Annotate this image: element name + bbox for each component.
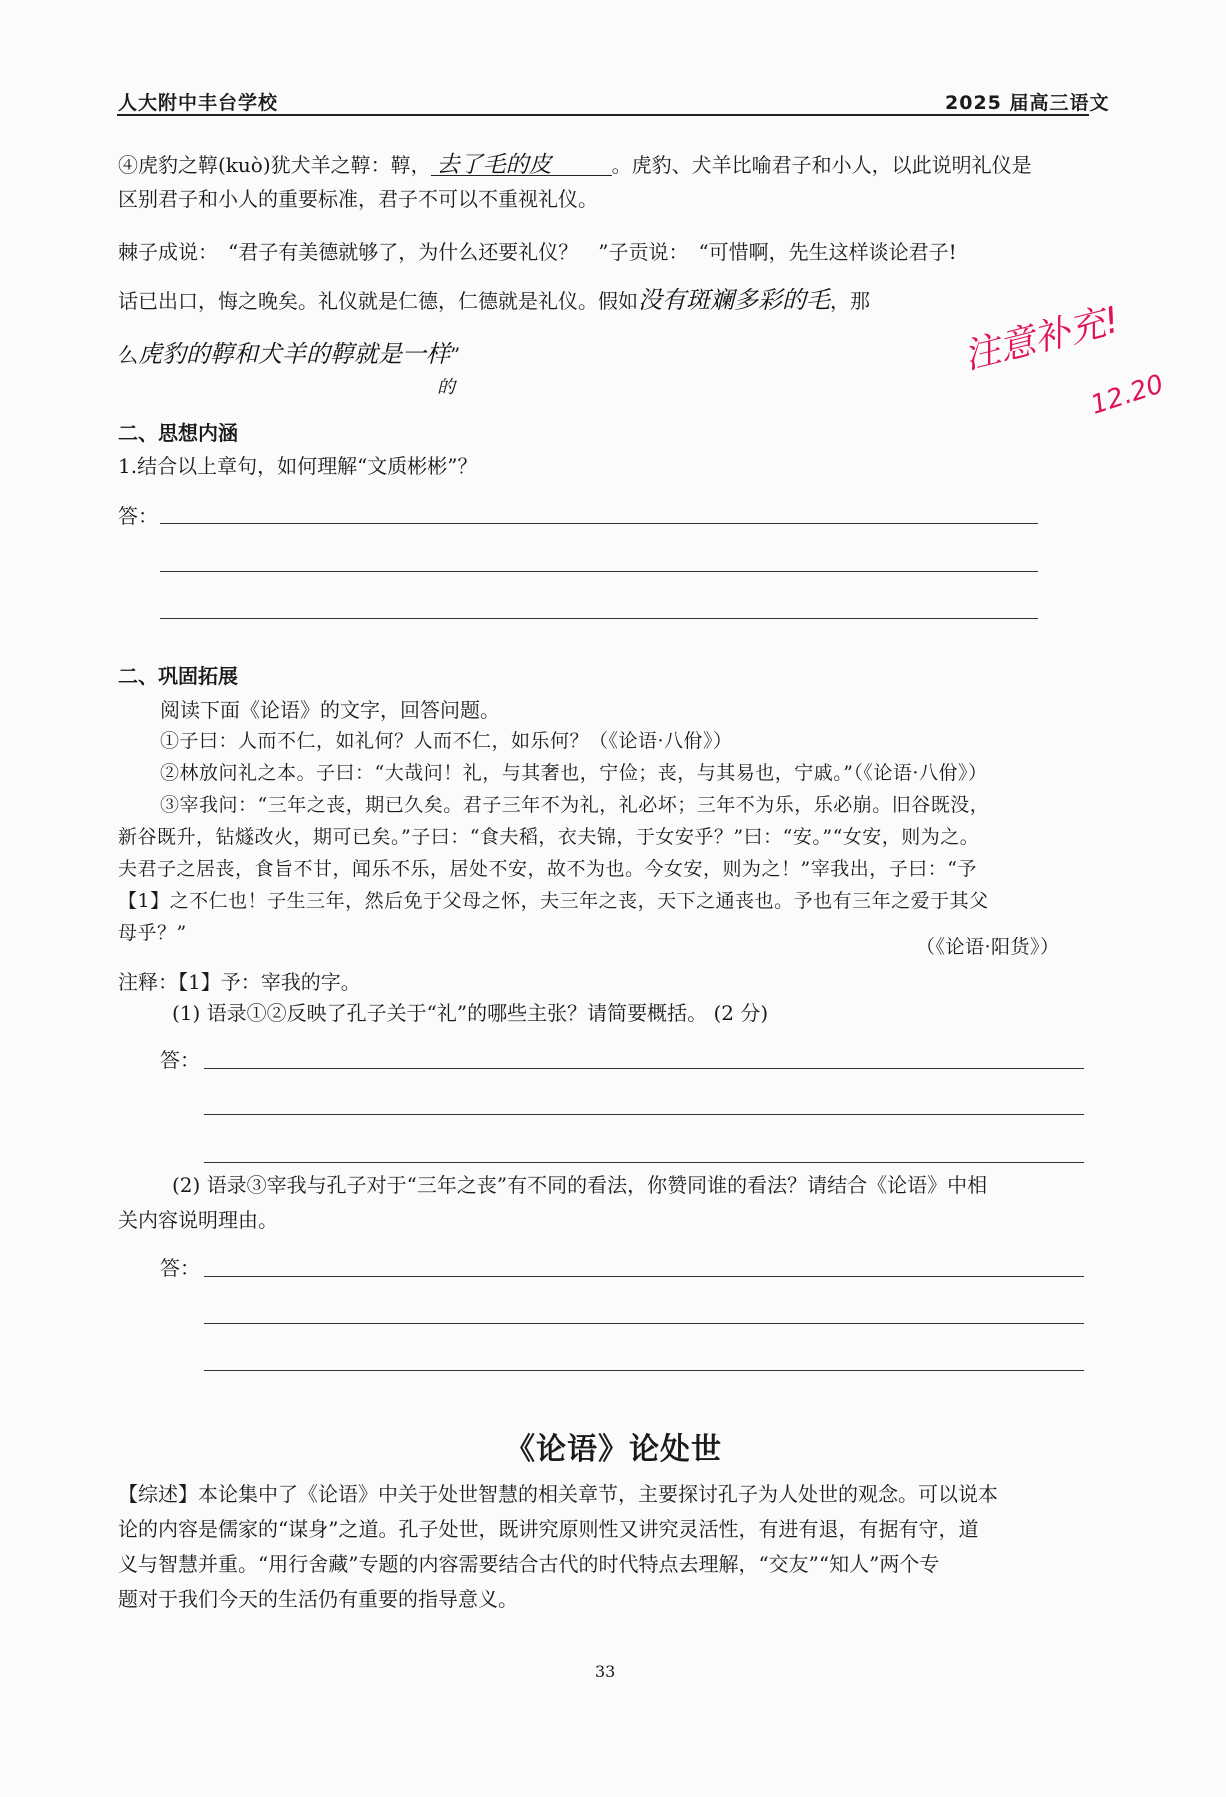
school-name: 人大附中丰台学校	[118, 92, 279, 114]
answer-line[interactable]	[204, 1068, 1084, 1069]
quote-source: （《论语·阳货》）	[916, 936, 1060, 958]
answer-line[interactable]	[204, 1162, 1084, 1163]
quote-3-line5: 母乎？”	[118, 922, 187, 944]
summary-line1: 【综述】本论集中了《论语》中关于处世智慧的相关章节，主要探讨孔子为人处世的观念。可以说本	[118, 1482, 998, 1506]
quote-3-line3: 夫君子之居丧，食旨不甘，闻乐不乐，居处不安，故不为也。今女安，则为之！”宰我出，子曰：“予	[118, 858, 977, 880]
page-number: 33	[595, 1662, 616, 1681]
handwritten-answer-1: 去了毛的皮	[431, 155, 612, 176]
translation-text-c: 么	[118, 343, 138, 367]
answer-line[interactable]	[204, 1370, 1084, 1371]
answer-label-3: 答：	[160, 1256, 200, 1280]
quote-3-line4: 【1】之不仁也！子生三年，然后免于父母之怀，夫三年之丧，天下之通丧也。予也有三年之爱于其父	[118, 890, 989, 912]
translation-line3	[118, 340, 461, 368]
answer-line[interactable]	[160, 571, 1038, 572]
handwritten-insert: 的	[437, 377, 455, 398]
sub-question-2-line1: (2) 语录③宰我与孔子对于“三年之丧”有不同的看法，你赞同谁的看法？请结合《论语》中相	[172, 1173, 988, 1197]
summary-line2: 论的内容是儒家的“谋身”之道。孔子处世，既讲究原则性又讲究灵活性，有进有退，有据有守，道	[118, 1517, 979, 1541]
grade-label: 2025 届高三语文	[945, 92, 1110, 114]
item4-text-a: ④虎豹之鞟(kuò)犹犬羊之鞟：鞟，	[118, 153, 431, 177]
sub-question-1: (1) 语录①②反映了孔子关于“礼”的哪些主张？请简要概括。 (2 分)	[172, 1001, 769, 1025]
section-heading-2: 二、巩固拓展	[118, 664, 238, 688]
answer-line[interactable]	[160, 523, 1038, 524]
answer-line[interactable]	[204, 1276, 1084, 1277]
translation-text-a: 话已出口，悔之晚矣。礼仪就是仁德，仁德就是礼仪。假如	[118, 289, 638, 313]
answer-label-2: 答：	[160, 1048, 200, 1072]
handwritten-answer-3: 虎豹的鞟和犬羊的鞟就是一样	[138, 340, 450, 368]
answer-line[interactable]	[204, 1323, 1084, 1324]
answer-line[interactable]	[204, 1114, 1084, 1115]
handwritten-answer-2: 没有斑斓多彩的毛	[638, 286, 830, 314]
translation-line2	[118, 286, 870, 314]
reading-intro: 阅读下面《论语》的文字，回答问题。	[160, 698, 500, 722]
item4-line2: 区别君子和小人的重要标准，君子不可以不重视礼仪。	[118, 187, 598, 211]
teacher-note-date: 12.20	[1087, 369, 1168, 421]
answer-line[interactable]	[160, 618, 1038, 619]
quote-3-line1: ③宰我问：“三年之丧，期已久矣。君子三年不为礼，礼必坏；三年不为乐，乐必崩。旧谷既没，	[160, 794, 990, 816]
quote-3-line2: 新谷既升，钻燧改火，期可已矣。”子曰：“食夫稻，衣夫锦，于女安乎？”曰：“安。”“女安，则为之。	[118, 826, 980, 848]
translation-text-d: ”	[450, 343, 461, 367]
header-rule	[117, 114, 1089, 116]
answer-label-1: 答：	[118, 504, 158, 528]
section-heading-1: 二、思想内涵	[118, 421, 238, 445]
translation-line1: 棘子成说： “君子有美德就够了，为什么还要礼仪？ ”子贡说： “可惜啊，先生这样谈论君子!	[118, 240, 957, 264]
annotation-note: 注释：【1】予：宰我的字。	[118, 970, 361, 994]
sub-question-2-line2: 关内容说明理由。	[118, 1208, 278, 1232]
summary-line3: 义与智慧并重。“用行舍藏”专题的内容需要结合古代的时代特点去理解，“交友”“知人”两个专	[118, 1552, 940, 1576]
quote-1: ①子曰：人而不仁，如礼何？人而不仁，如乐何？（《论语·八佾》）	[160, 730, 733, 752]
teacher-note: 注意补充!	[959, 299, 1124, 378]
quote-2: ②林放问礼之本。子曰：“大哉问！礼，与其奢也，宁俭；丧，与其易也，宁戚。”（《论语·八佾》）	[160, 762, 988, 784]
item4-text-b: 。虎豹、犬羊比喻君子和小人，以此说明礼仪是	[611, 153, 1032, 177]
question-1: 1.结合以上章句，如何理解“文质彬彬”？	[118, 454, 478, 478]
item4-line1	[118, 152, 1032, 178]
translation-text-b: ，那	[830, 289, 870, 313]
summary-line4: 题对于我们今天的生活仍有重要的指导意义。	[118, 1587, 518, 1611]
chapter-title: 《论语》论处世	[505, 1432, 722, 1467]
